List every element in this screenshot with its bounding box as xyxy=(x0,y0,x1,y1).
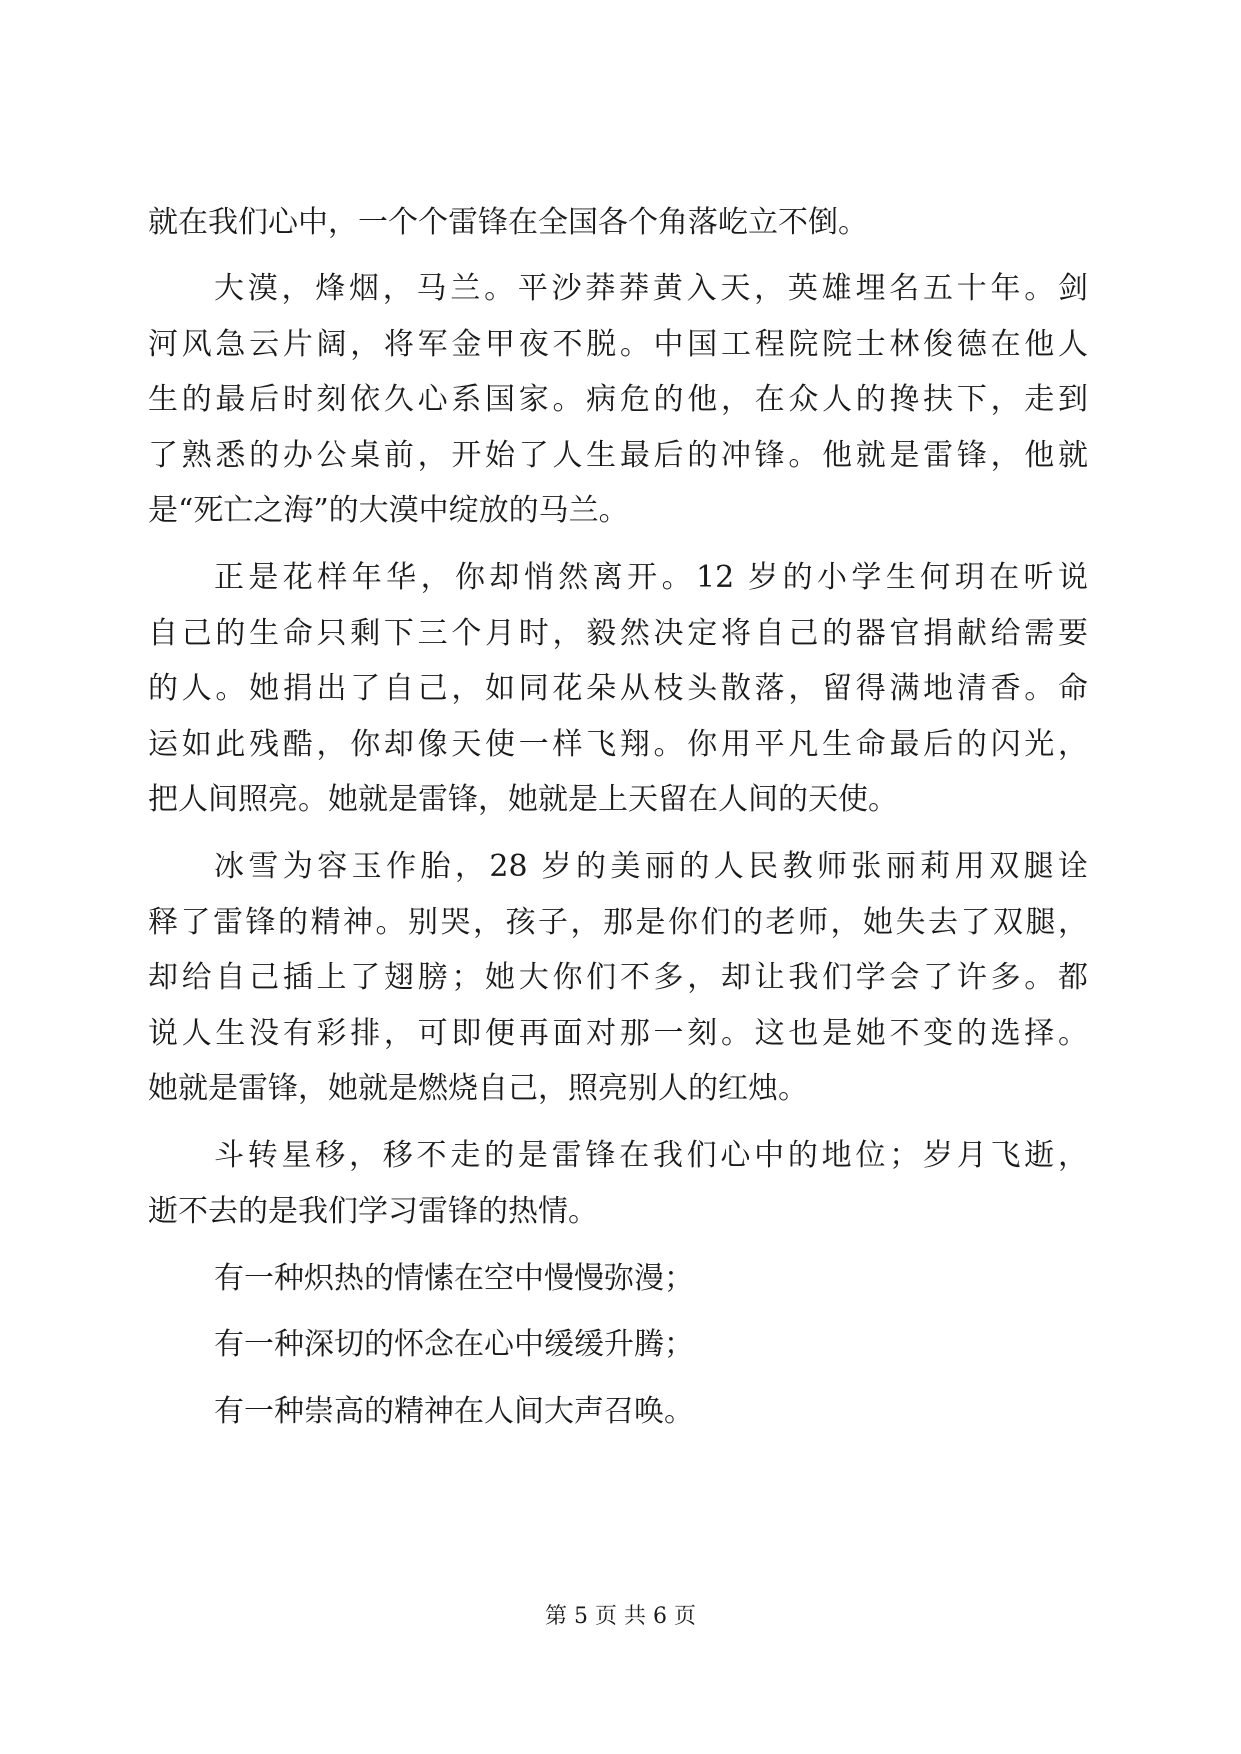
text-line: 就在我们心中，一个个雷锋在全国各个角落屹立不倒。 xyxy=(148,205,868,240)
text-line: 有一种炽热的情愫在空中慢慢弥漫； xyxy=(214,1261,694,1296)
text-line: 有一种深切的怀念在心中缓缓升腾； xyxy=(214,1327,694,1362)
text-line: 说人生没有彩排，可即便再面对那一刻。这也是她不变的选择。 xyxy=(148,1016,1088,1051)
text-line: 斗转星移，移不走的是雷锋在我们心中的地位；岁月飞逝， xyxy=(214,1138,1088,1173)
text-line: 有一种崇高的精神在人间大声召唤。 xyxy=(214,1394,694,1429)
text-line: 释了雷锋的精神。别哭，孩子，那是你们的老师，她失去了双腿， xyxy=(148,905,1088,940)
text-line: 却给自己插上了翅膀；她大你们不多，却让我们学会了许多。都 xyxy=(148,960,1088,995)
text-line: 的人。她捐出了自己，如同花朵从枝头散落，留得满地清香。命 xyxy=(148,671,1088,706)
text-line: 河风急云片阔，将军金甲夜不脱。中国工程院院士林俊德在他人 xyxy=(148,327,1088,362)
text-line: 冰雪为容玉作胎，28 岁的美丽的人民教师张丽莉用双腿诠 xyxy=(214,849,1088,884)
text-line: 自己的生命只剩下三个月时，毅然决定将自己的器官捐献给需要 xyxy=(148,616,1088,651)
text-line: 正是花样年华，你却悄然离开。12 岁的小学生何玥在听说 xyxy=(214,560,1088,595)
text-line: 运如此残酷，你却像天使一样飞翔。你用平凡生命最后的闪光， xyxy=(148,727,1088,762)
text-line: 大漠，烽烟，马兰。平沙莽莽黄入天，英雄埋名五十年。剑 xyxy=(214,271,1088,306)
text-line: 逝不去的是我们学习雷锋的热情。 xyxy=(148,1194,598,1229)
text-line: 了熟悉的办公桌前，开始了人生最后的冲锋。他就是雷锋，他就 xyxy=(148,438,1088,473)
text-line: 生的最后时刻依久心系国家。病危的他，在众人的搀扶下，走到 xyxy=(148,382,1088,417)
text-line: 她就是雷锋，她就是燃烧自己，照亮别人的红烛。 xyxy=(148,1071,808,1106)
page-number-footer: 第 5 页 共 6 页 xyxy=(545,1604,696,1629)
text-line: 把人间照亮。她就是雷锋，她就是上天留在人间的天使。 xyxy=(148,782,898,817)
text-line: 是“死亡之海”的大漠中绽放的马兰。 xyxy=(148,493,629,528)
